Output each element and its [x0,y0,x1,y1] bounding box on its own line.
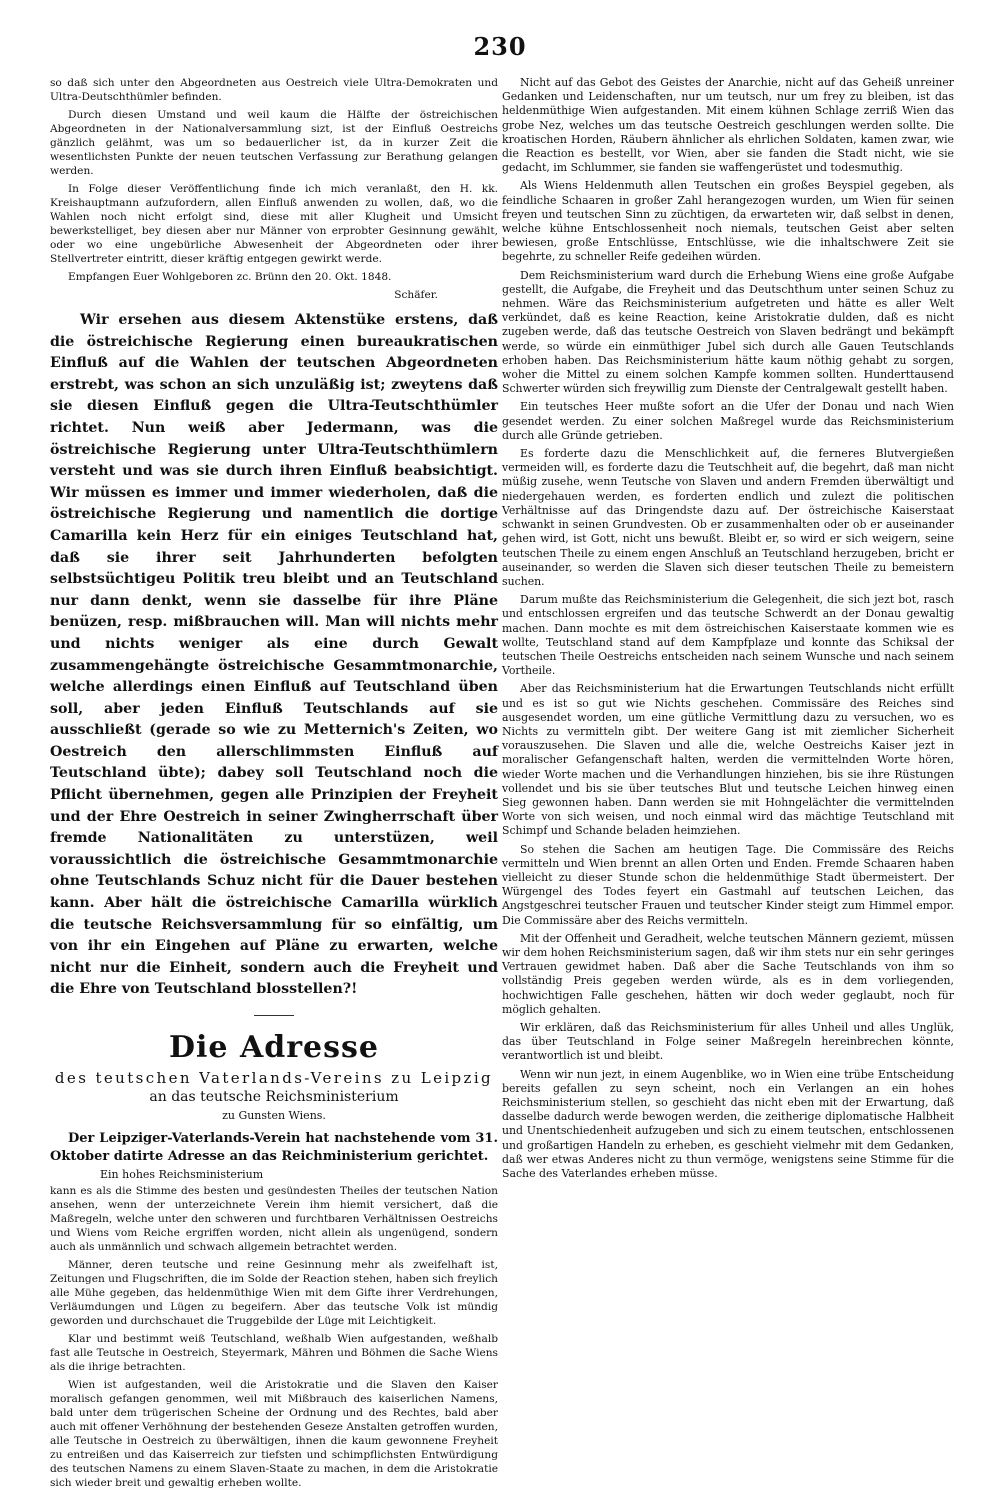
paragraph: Es forderte dazu die Menschlichkeit auf, die ferneres Blutvergießen vermeiden will, es forderte dazu die Teutschheit auf, die begehrt, daß man nicht müßig zusehe, wenn Teutsche von Slaven und andern Fremden überwältigt und niedergehauen werden, es forderten endlich und zulezt die politischen Verhältnisse auf das Dringendste dazu auf. Der östreichische Kaiserstaat schwankt in seinen Grundvesten. Ob er zusammenhalten oder ob er auseinander gehen wird, ist Gott, nicht uns bewußt. Bleibt er, so wird er sich weigern, seine teutschen Theile zu einem engen Anschluß an Teutschland herzugeben, bricht er auseinander, so werden die Slaven sich dieser teutschen Theile zu bemeistern suchen. [502,447,954,588]
paragraph: Wenn wir nun jezt, in einem Augenblike, wo in Wien eine trübe Entscheidung bereits gefallen zu seyn scheint, noch ein Verlangen an ein hohes Reichsministerium stellen, so geschieht das nicht eben mit der Erwartung, daß dasselbe dadurch werde bewogen werden, die zeitherige diplomatische Halbheit und Unentschiedenheit aufzugeben und sich zu einem teutschen, entschlossenen und großartigen Handeln zu erheben, es geschieht vielmehr mit dem Gedanken, daß wer etwas Anderes nicht zu thun vermöge, wenigstens seine Stimme für die Sache des Vaterlandes erheben müsse. [502,1067,954,1181]
article-subtitle: an das teutsche Reichsministerium [149,1089,399,1105]
paragraph: Dem Reichsministerium ward durch die Erhebung Wiens eine große Aufgabe gestellt, die Aufgabe, die Freyheit und das Deutschthum unter seinen Schuz zu nehmen. Wäre das Reichsministerium aufgetreten und hätte es aller Welt verkündet, daß es keine Reaction, keine Aristokratie dulden, daß es nicht zugeben werde, daß das teutsche Oestreich von Slaven bedrängt und bekämpft werde, so würde ein einmüthiger Jubel sich durch alle Gauen Teutschlands erhoben haben. Das Reichsministerium hätte kaum nöthig gehabt zu sorgen, woher die Mittel zu einem solchen Kampfe kommen sollten. Hunderttausend Schwerter würden sich freywillig zum Dienste der Centralgewalt gestellt haben. [502,268,954,396]
paragraph: Als Wiens Heldenmuth allen Teutschen ein großes Beyspiel gegeben, als feindliche Schaaren in großer Zahl herangezogen wurden, um Wien für seinen freyen und teutschen Sinn zu züchtigen, da erwarteten wir, daß selbst in denen, welche kühne Entschlossenheit noch niemals, teutschen Geist aber selten bewiesen, große Entschlüsse, Entschlüsse, wie die inhaltschwere Zeit sie begehrte, zu schneller Reife gedeihen würden. [502,179,954,264]
paragraph: So stehen die Sachen am heutigen Tage. Die Commissäre des Reichs vermitteln und Wien brennt an allen Orten und Enden. Fremde Schaaren haben vielleicht zu dieser Stunde schon die heldenmüthige Stadt übermeistert. Der Würgengel des Todes feyert ein Gastmahl auf teutschen Leichen, das Angstgeschrei teutscher Frauen und teutscher Kinder steigt zum Himmel empor. Die Commissäre aber des Reichs vermitteln. [502,842,954,927]
article-salutation: Ein hohes Reichsministerium [100,1168,264,1181]
decree-text [50,76,498,284]
paragraph: Klar und bestimmt weiß Teutschland, weßhalb Wien aufgestanden, weßhalb fast alle Teutsche in Oestreich, Steyermark, Mähren und Böhmen die Sache Wiens als die ihrige betrachten. [50,1333,498,1373]
paragraph: so daß sich unter den Abgeordneten aus Oestreich viele Ultra-Demokraten und Ultra-Deutschthümler befinden. [50,77,498,103]
right-column [502,76,954,1185]
paragraph: Darum mußte das Reichsministerium die Gelegenheit, die sich jezt bot, rasch und entschlossen ergreifen und das teutsche Schwerdt an der Donau gewaltig machen. Dann mochte es mit dem östreichischen Kaiserstaate kommen wie es wollte, Teutschland stand auf dem Kampfplaze und konnte das Schiksal der teutschen Theile Oestreichs entscheiden nach seinem Wunsche und nach seinem Vortheile. [502,593,954,678]
article-body [50,1184,498,1490]
article-title: Die Adresse [169,1030,379,1065]
paragraph: Durch diesen Umstand und weil kaum die Hälfte der östreichischen Abgeordneten in der Nationalversammlung sizt, ist der Einfluß Oestreichs gänzlich gelähmt, was um so bedauerlicher ist, da in kurzer Zeit die wesentlichsten Punkte der neuen teutschen Verfassung zur Berathung gelangen werden. [50,109,498,177]
paragraph: Ein teutsches Heer mußte sofort an die Ufer der Donau und nach Wien gesendet werden. Zu einer solchen Maßregel wurde das Reichsministerium durch alle Gründe getrieben. [502,400,954,442]
signature: Schäfer. [394,289,438,301]
paragraph: Wir erklären, daß das Reichsministerium für alles Unheil und alles Unglük, das über Teutschland in Folge seiner Maßregeln hereinbrechen könnte, verantwortlich ist und bleibt. [502,1021,954,1063]
paragraph: Aber das Reichsministerium hat die Erwartungen Teutschlands nicht erfüllt und es ist so gut wie Nichts geschehen. Commissäre des Reiches sind ausgesendet worden, um eine gütliche Vermittlung dazu zu versuchen, wo es Nichts zu vermitteln gibt. Der weitere Gang ist mit ziemlicher Sicherheit vorauszusehen. Die Slaven und alle die, welche Oestreichs Kaiser jezt in moralischer Gefangenschaft halten, werden die vermittelnden Worte hören, wieder Worte machen und die Verhandlungen hinziehen, bis sie ihre Rüstungen vollendet und bis sie über teutsches Blut und teutsche Leichen hinweg einen Sieg gewonnen haben. Dann werden sie mit Hohngelächter die vermittelnden Worte von sich weisen, und noch einmal wird das mächtige Teutschland mit Schimpf und Schande beladen heimziehen. [502,682,954,838]
left-column [50,76,498,1494]
article-lead: Der Leipziger-Vaterlands-Verein hat nachstehende vom 31. Oktober datirte Adresse an das Reichministerium gerichtet. [50,1131,498,1164]
commentary [50,310,498,1001]
paragraph: In Folge dieser Veröffentlichung finde ich mich veranlaßt, den H. kk. Kreishauptmann aufzufordern, allen Einfluß anwenden zu wollen, daß, wo die Wahlen noch nicht erfolgt sind, diese mit aller Klugheit und Umsicht bewerkstelliget, bey diesen aber nur Männer von erprobter Gesinnung gewählt, oder wo eine ungebürliche Abwesenheit der Abgeordneten oder ihrer Stellvertreter eintritt, dieser kräftig entgegen gewirkt werde. [50,183,498,265]
paragraph: Mit der Offenheit und Geradheit, welche teutschen Männern geziemt, müssen wir dem hohen Reichsministerium sagen, daß wir ihm stets nur ein sehr geringes Vertrauen gewidmet haben. Daß aber die Sache Teutschlands von ihm so vollständig Preis gegeben werden würde, als es in dem vorliegenden, hochwichtigen Falle geschehen, hätten wir doch weder geglaubt, noch für möglich gehalten. [502,931,954,1016]
paragraph: kann es als die Stimme des besten und gesündesten Theiles der teutschen Nation ansehen, wenn der unterzeichnete Verein ihm hiemit versichert, daß die Maßregeln, welche unter den schweren und furchtbaren Verhältnissen Oestreichs und Wiens vom Reiche ergriffen worden, nicht allein als ungenügend, sondern auch als unmännlich und schwach allgemein betrachtet werden. [50,1185,498,1253]
paragraph: Männer, deren teutsche und reine Gesinnung mehr als zweifelhaft ist, Zeitungen und Flugschriften, die im Solde der Reaction stehen, haben sich freylich alle Mühe gegeben, das heldenmüthige Wien mit dem Gifte ihrer Verdrehungen, Verläumdungen und Lügen zu begeifern. Aber das teutsche Volk ist mündig geworden und durchschauet die Truggebilde der Lüge mit Leichtigkeit. [50,1259,498,1327]
article-subtitle: zu Gunsten Wiens. [222,1109,326,1122]
article-subtitle: des teutschen Vaterlands-Vereins zu Leipzig [54,1069,494,1087]
divider-line [254,1015,294,1016]
paragraph: Empfangen Euer Wohlgeboren zc. Brünn den 20. Okt. 1848. [68,271,392,283]
paragraph: Wien ist aufgestanden, weil die Aristokratie und die Slaven den Kaiser moralisch gefangen genommen, weil mit Mißbrauch des kaiserlichen Namens, bald unter dem trügerischen Scheine der Ordnung und des Rechtes, bald aber auch mit offener Verhöhnung der bestehenden Geseze Anstalten getroffen wurden, alle Teutsche in Oestreich zu überwältigen, ihnen die kaum gewonnene Freyheit zu entreißen und das Kaiserreich zur tiefsten und schimpflichsten Entwürdigung des teutschen Namens zu einem Slaven-Staate zu machen, in dem die Aristokratie sich wieder breit und gewaltig erheben wollte. [50,1379,498,1489]
page-number: 230 [473,32,527,61]
commentary-paragraph: Wir ersehen aus diesem Aktenstüke erstens, daß die östreichische Regierung einen bureaukratischen Einfluß auf die Wahlen der teutschen Abgeordneten erstrebt, was schon an sich unzuläßig ist; zweytens daß sie diesen Einfluß gegen die Ultra-Teutschthümler richtet. Nun weiß aber Jedermann, was die östreichische Regierung unter Ultra-Teutschthümlern versteht und was sie durch ihren Einfluß beabsichtigt. Wir müssen es immer und immer wiederholen, daß die östreichische Regierung und namentlich die dortige Camarilla kein Herz für ein einiges Teutschland hat, daß sie ihrer seit Jahrhunderten befolgten selbstsüchtigeu Politik treu bleibt und an Teutschland nur dann denkt, wenn sie dasselbe für ihre Pläne benüzen, resp. mißbrauchen will. Man will nichts mehr und nichts weniger als eine durch Gewalt zusammengehängte östreichische Gesammtmonarchie, welche allerdings einen Einfluß auf Teutschland üben soll, aber jeden Einfluß Teutschlands auf sie ausschließt (gerade so wie zu Metternich's Zeiten, wo Oestreich den allerschlimmsten Einfluß auf Teutschland übte); dabey soll Teutschland noch die Pflicht übernehmen, gegen alle Prinzipien der Freyheit und der Ehre Oestreich in seiner Zwingherrschaft über fremde Nationalitäten zu unterstüzen, weil voraussichtlich die östreichische Gesammtmonarchie ohne Teutschlands Schuz nicht für die Dauer bestehen kann. Aber hält die östreichische Camarilla würklich die teutsche Reichsversammlung für so einfältig, um von ihr ein Eingehen auf Pläne zu erwarten, welche nicht nur die Einheit, sondern auch die Freyheit und die Ehre von Teutschland blosstellen?! [50,312,498,998]
paragraph: Nicht auf das Gebot des Geistes der Anarchie, nicht auf das Geheiß unreiner Gedanken und Leidenschaften, nur um teutsch, nur um frey zu bleiben, ist das heldenmüthige Wien aufgestanden. Mit einem kühnen Schlage zerriß Wien das grobe Nez, welches um das teutsche Oestreich geschlungen werden sollte. Die kroatischen Horden, Räubern ähnlicher als ehrlichen Soldaten, kamen zwar, wie die Reaction es bestellt, vor Wien, aber sie fanden die Stadt nicht, wie sie gedacht, im Schlummer, sie fanden sie waffengerüstet und todesmuthig. [502,76,954,175]
